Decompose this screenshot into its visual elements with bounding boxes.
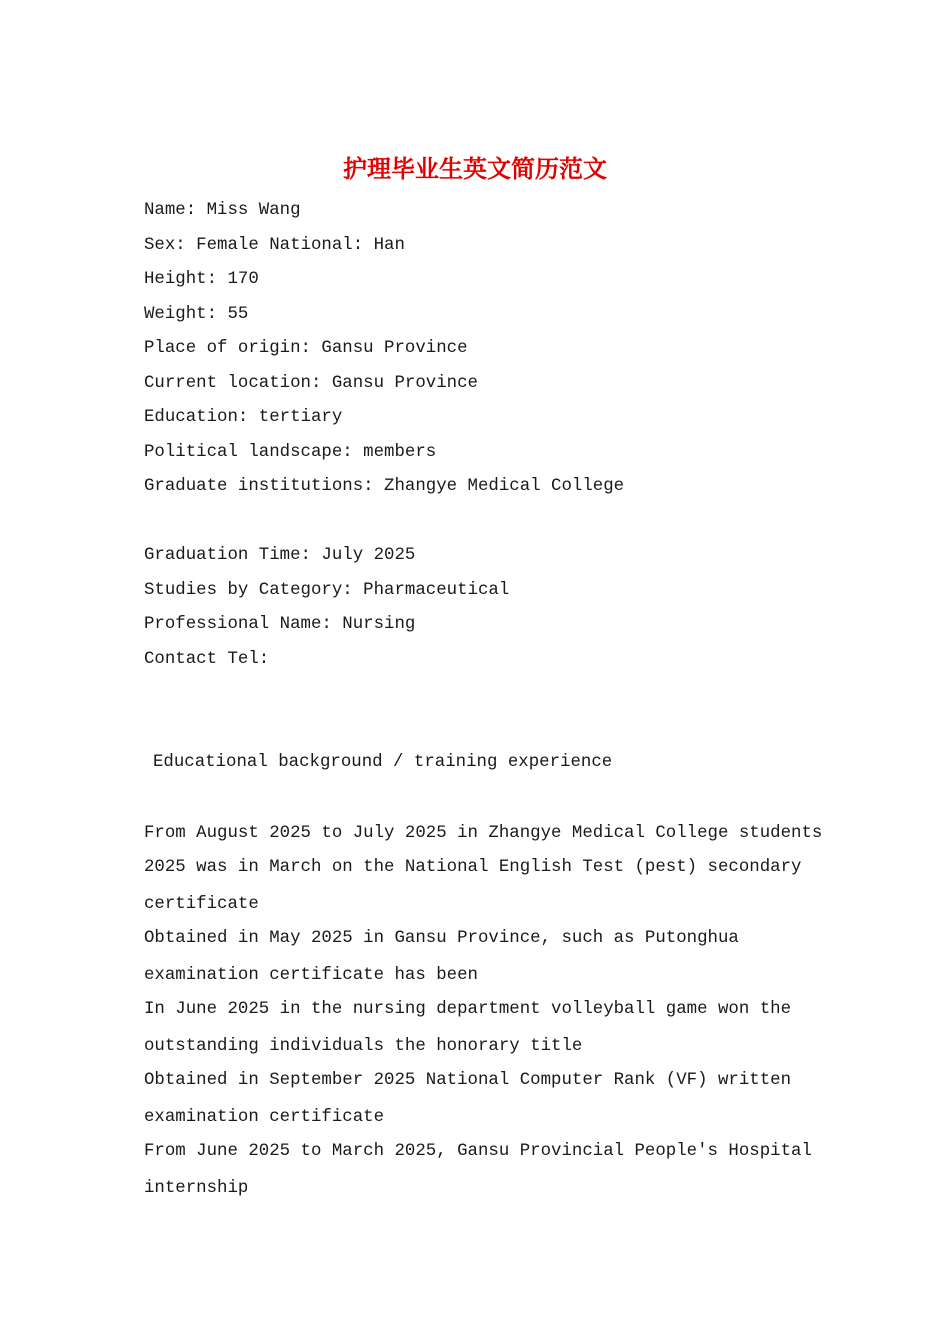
- spacer: [144, 505, 824, 540]
- experience-item: 2025 was in March on the National English Test (pest) secondary certificate: [144, 858, 802, 914]
- info-contact-tel: Contact Tel:: [144, 649, 270, 669]
- experience-item: From August 2025 to July 2025 in Zhangye Medical College students: [144, 824, 823, 843]
- info-name: Name: Miss Wang: [144, 201, 301, 220]
- info-graduation-time: Graduation Time: July 2025: [144, 546, 416, 565]
- section-heading-education: Educational background / training experience: [153, 753, 613, 772]
- info-weight: Weight: 55: [144, 304, 249, 324]
- experience-item: In June 2025 in the nursing department volleyball game won the outstanding individuals the honorary title: [144, 1000, 792, 1056]
- experience-item: Obtained in September 2025 National Computer Rank (VF) written examination certificate: [144, 1071, 792, 1127]
- info-graduate-institutions: Graduate institutions: Zhangye Medical College: [144, 477, 625, 496]
- experience-item: Obtained in May 2025 in Gansu Province, such as Putonghua examination certificate has been: [144, 929, 739, 985]
- info-political-landscape: Political landscape: members: [144, 442, 437, 462]
- info-studies-category: Studies by Category: Pharmaceutical: [144, 580, 510, 600]
- info-education: Education: tertiary: [144, 408, 343, 427]
- info-sex-national: Sex: Female National: Han: [144, 235, 405, 255]
- document-title: 护理毕业生英文简历范文: [343, 154, 607, 183]
- info-height: Height: 170: [144, 270, 259, 289]
- resume-body: [144, 194, 824, 1204]
- info-place-of-origin: Place of origin: Gansu Province: [144, 339, 468, 358]
- info-current-location: Current location: Gansu Province: [144, 373, 478, 393]
- info-professional-name: Professional Name: Nursing: [144, 615, 416, 634]
- experience-item: From June 2025 to March 2025, Gansu Provincial People's Hospital internship: [144, 1142, 812, 1198]
- spacer: [144, 677, 824, 746]
- spacer: [144, 781, 824, 816]
